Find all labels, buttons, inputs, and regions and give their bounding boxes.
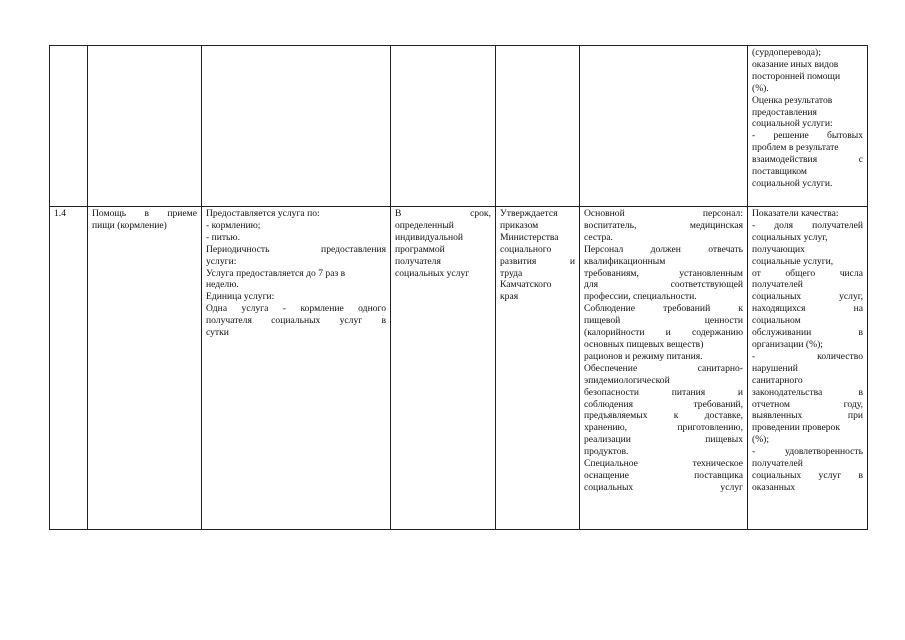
text-line: приказом <box>500 219 539 231</box>
text-line: - доля получателей <box>752 219 863 231</box>
text-line: Соблюдение требований к <box>584 303 743 315</box>
text-line: получателей <box>752 279 803 291</box>
text-line: социальных услуг <box>395 267 470 279</box>
text-line: индивидуальной <box>395 231 464 243</box>
text-line: продуктов. <box>584 446 629 458</box>
cell-term <box>391 46 496 207</box>
text-line: поставщиком <box>752 166 807 178</box>
text-line: воспитатель, медицинская <box>584 219 743 231</box>
text-line: неделю. <box>206 279 239 291</box>
text-line: пищи (кормление) <box>92 219 167 231</box>
text-line: (сурдоперевода); <box>752 47 821 58</box>
cell-indicators <box>748 46 868 207</box>
text-line: сестра. <box>584 231 613 243</box>
text-line: организации (%); <box>752 338 823 350</box>
text-line: социальные услуги, <box>752 255 834 267</box>
text-line: труда <box>500 267 523 279</box>
text-line: - удовлетворенность <box>752 446 863 458</box>
text-line: для соответствующей <box>584 279 743 291</box>
text-line: законодательства в <box>752 386 863 398</box>
text-line: оснащение поставщика <box>584 469 743 481</box>
text-line: санитарного <box>752 374 803 386</box>
text-line: Камчатского <box>500 279 552 291</box>
text-line: социальных услуг, <box>752 231 828 243</box>
cell-number: 1.4 <box>50 207 88 530</box>
text-line: социальных услуг <box>584 481 743 493</box>
text-line: хранению, приготовлению, <box>584 422 743 434</box>
cell-conditions <box>580 207 748 530</box>
text-line: (%). <box>752 82 769 94</box>
text-line: взаимодействия с <box>752 154 863 166</box>
text-line: определенный <box>395 219 454 231</box>
text-line: реализации пищевых <box>584 434 743 446</box>
text-line: предъявляемых к доставке, <box>584 410 743 422</box>
text-line: посторонней помощи <box>752 70 841 82</box>
text-line: социальных услуг в <box>752 469 863 481</box>
text-line: - решение бытовых <box>752 130 863 142</box>
text-line: - количество <box>752 350 863 362</box>
text-line: пищевой ценности <box>584 315 743 327</box>
text-line: проведении проверок <box>752 422 840 434</box>
text-line: Министерства <box>500 231 559 243</box>
cell-indicators <box>748 207 868 530</box>
cell-approval <box>496 46 580 207</box>
text-line: Помощь в приеме <box>92 208 197 219</box>
text-line: сутки <box>206 327 229 339</box>
text-line: оказание иных видов <box>752 58 839 70</box>
text-line: от общего числа <box>752 267 863 279</box>
text-line: (%); <box>752 434 770 446</box>
text-line: развития и <box>500 255 575 267</box>
text-line: Основной персонал: <box>584 208 743 219</box>
text-line: профессии, специальности. <box>584 291 697 303</box>
text-line: - кормлению; <box>206 219 261 231</box>
text-line: Предоставляется услуга по: <box>206 208 320 219</box>
text-line: Показатели качества: <box>752 208 839 219</box>
cell-number <box>50 46 88 207</box>
cell-description <box>202 207 391 530</box>
text-line: услуги: <box>206 255 237 267</box>
text-line: - питью. <box>206 231 240 243</box>
text-line: получателя социальных услуг в <box>206 315 386 327</box>
text-line: проблем в результате <box>752 142 839 154</box>
text-line: Обеспечение санитарно- <box>584 362 743 374</box>
text-line: отчетном году, <box>752 398 863 410</box>
text-line: соблюдения требований, <box>584 398 743 410</box>
text-line: обслуживании в <box>752 327 863 339</box>
text-line: получателей <box>752 458 803 470</box>
text-line: Персонал должен отвечать <box>584 243 743 255</box>
text-line: безопасности питания и <box>584 386 743 398</box>
text-line: края <box>500 291 519 303</box>
text-line: Утверждается <box>500 208 558 219</box>
text-line: социальной услуги: <box>752 118 833 130</box>
services-table <box>49 45 868 530</box>
text-line: получателя <box>395 255 441 267</box>
table-row-continuation <box>50 46 868 207</box>
text-line: социальных услуг, <box>752 291 863 303</box>
text-line: Оценка результатов <box>752 94 833 106</box>
text-line: предоставления <box>752 106 817 118</box>
text-line: получающих <box>752 243 805 255</box>
text-line: Единица услуги: <box>206 291 275 303</box>
table-row-service-1-4 <box>50 207 868 530</box>
text-line: выявленных при <box>752 410 863 422</box>
text-line: Периодичность предоставления <box>206 243 386 255</box>
text-line: Специальное техническое <box>584 458 743 470</box>
text-line: социальном <box>752 315 801 327</box>
text-line: социального <box>500 243 552 255</box>
text-line: Услуга предоставляется до 7 раз в <box>206 267 346 279</box>
text-line: находящихся на <box>752 303 863 315</box>
cell-conditions <box>580 46 748 207</box>
text-line: рационов и режиму питания. <box>584 350 703 362</box>
text-line: (калорийности и содержанию <box>584 327 743 339</box>
cell-approval <box>496 207 580 530</box>
text-line: Одна услуга - кормление одного <box>206 303 386 315</box>
cell-service-name <box>88 46 202 207</box>
text-line: нарушений <box>752 362 798 374</box>
text-line: эпидемиологической <box>584 374 670 386</box>
text-line: квалификационным <box>584 255 666 267</box>
text-line: оказанных <box>752 481 796 493</box>
text-line: социальной услуги. <box>752 177 833 189</box>
cell-description <box>202 46 391 207</box>
text-line: основных пищевых веществ) <box>584 338 704 350</box>
text-line: требованиям, установленным <box>584 267 743 279</box>
text-line: программой <box>395 243 445 255</box>
cell-term <box>391 207 496 530</box>
cell-service-name <box>88 207 202 530</box>
text-line: В срок, <box>395 208 491 219</box>
